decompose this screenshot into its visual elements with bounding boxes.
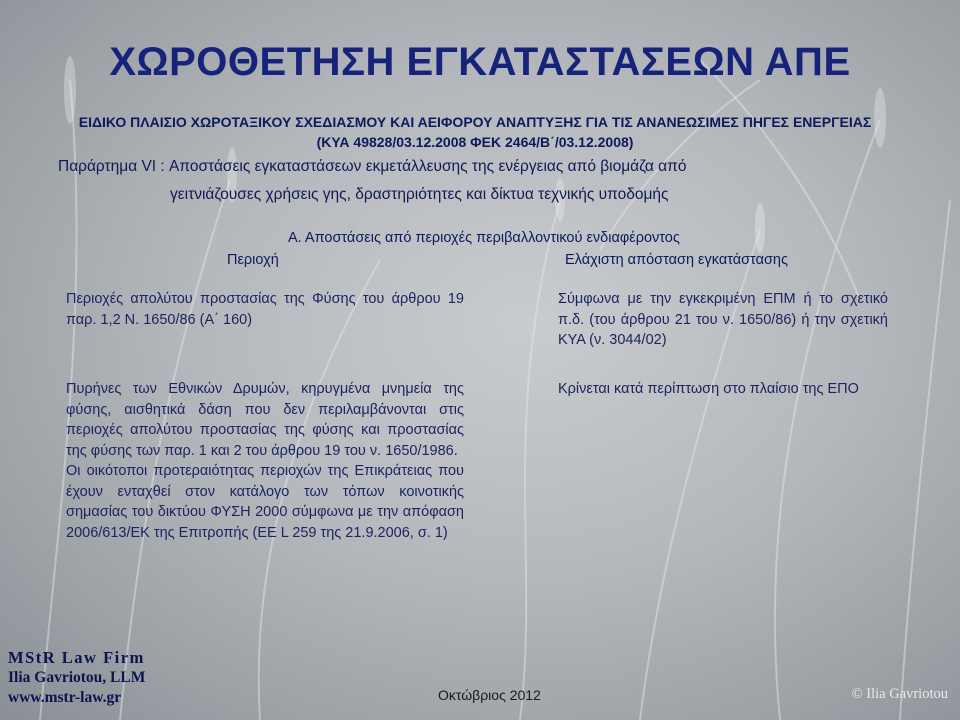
footer-firm-name: MStR Law Firm (8, 648, 145, 667)
row1-area-cell (66, 289, 464, 330)
column-header-distance: Ελάχιστη απόσταση εγκατάστασης (565, 252, 788, 268)
footer-person: Ilia Gavriotou, LLM (8, 669, 146, 686)
annex-line-1: Παράρτημα VI : Αποστάσεις εγκαταστάσεων εκμετάλλευσης της ενέργειας από βιομάζα από (58, 158, 687, 175)
row2-distance-cell (558, 379, 888, 400)
row1-area-text: Περιοχές απολύτου προστασίας της Φύσης του άρθρου 19 παρ. 1,2 Ν. 1650/86 (Α΄ 160) (66, 291, 464, 328)
footer-date: Οκτώβριος 2012 (438, 687, 541, 703)
row2-area-cell (66, 379, 464, 543)
row2-area-text-1: Πυρήνες των Εθνικών Δρυμών, κηρυγμένα μνημεία της φύσης, αισθητικά δάση που δεν περιλαμβάνονται στις περιοχές απολύτου προστασίας της φύσης και προστασίας της φύσης των παρ. 1 και 2 του άρθρου 19 του ν. 1650/1986. (66, 381, 464, 459)
row2-area-text-2: Οι οικότοποι προτεραιότητας περιοχών της Επικράτειας που έχουν ενταχθεί στον κατάλογο των τόπων κοινοτικής σημασίας του δικτύου ΦΥΣΗ 2000 σύμφωνα με την απόφαση 2006/613/ΕΚ της Επιτροπής (ΕΕ L 259 της 21.9.2006, σ. 1) (66, 463, 464, 541)
section-title: Α. Αποστάσεις από περιοχές περιβαλλοντικού ενδιαφέροντος (288, 230, 680, 246)
slide-title: ΧΩΡΟΘΕΤΗΣΗ ΕΓΚΑΤΑΣΤΑΣΕΩΝ ΑΠΕ (109, 40, 851, 84)
row1-distance-text: Σύμφωνα με την εγκεκριμένη ΕΠΜ ή το σχετικό π.δ. (του άρθρου 21 του ν. 1650/86) ή την σχετική ΚΥΑ (ν. 3044/02) (558, 291, 888, 348)
row1-distance-cell (558, 289, 888, 351)
annex-line-2: γειτνιάζουσες χρήσεις γης, δραστηριότητες και δίκτυα τεχνικής υποδομής (170, 186, 669, 203)
footer-copyright: © Ilia Gavriotou (851, 686, 948, 702)
footer-firm-block (8, 648, 145, 708)
slide-subtitle: ΕΙΔΙΚΟ ΠΛΑΙΣΙΟ ΧΩΡΟΤΑΞΙΚΟΥ ΣΧΕΔΙΑΣΜΟΥ ΚΑΙ ΑΕΙΦΟΡΟΥ ΑΝΑΠΤΥΞΗΣ ΓΙΑ ΤΙΣ ΑΝΑΝΕΩΣΙΜΕΣ ΠΗΓΕΣ ΕΝΕΡΓΕΙΑΣ (ΚΥΑ 49828/03.12.2008 ΦΕΚ 2464/Β΄/03.12.2008) (78, 114, 872, 150)
row2-distance-text: Κρίνεται κατά περίπτωση στο πλαίσιο της ΕΠΟ (558, 381, 859, 397)
column-header-area: Περιοχή (227, 252, 279, 268)
footer-website: www.mstr-law.gr (8, 689, 122, 706)
